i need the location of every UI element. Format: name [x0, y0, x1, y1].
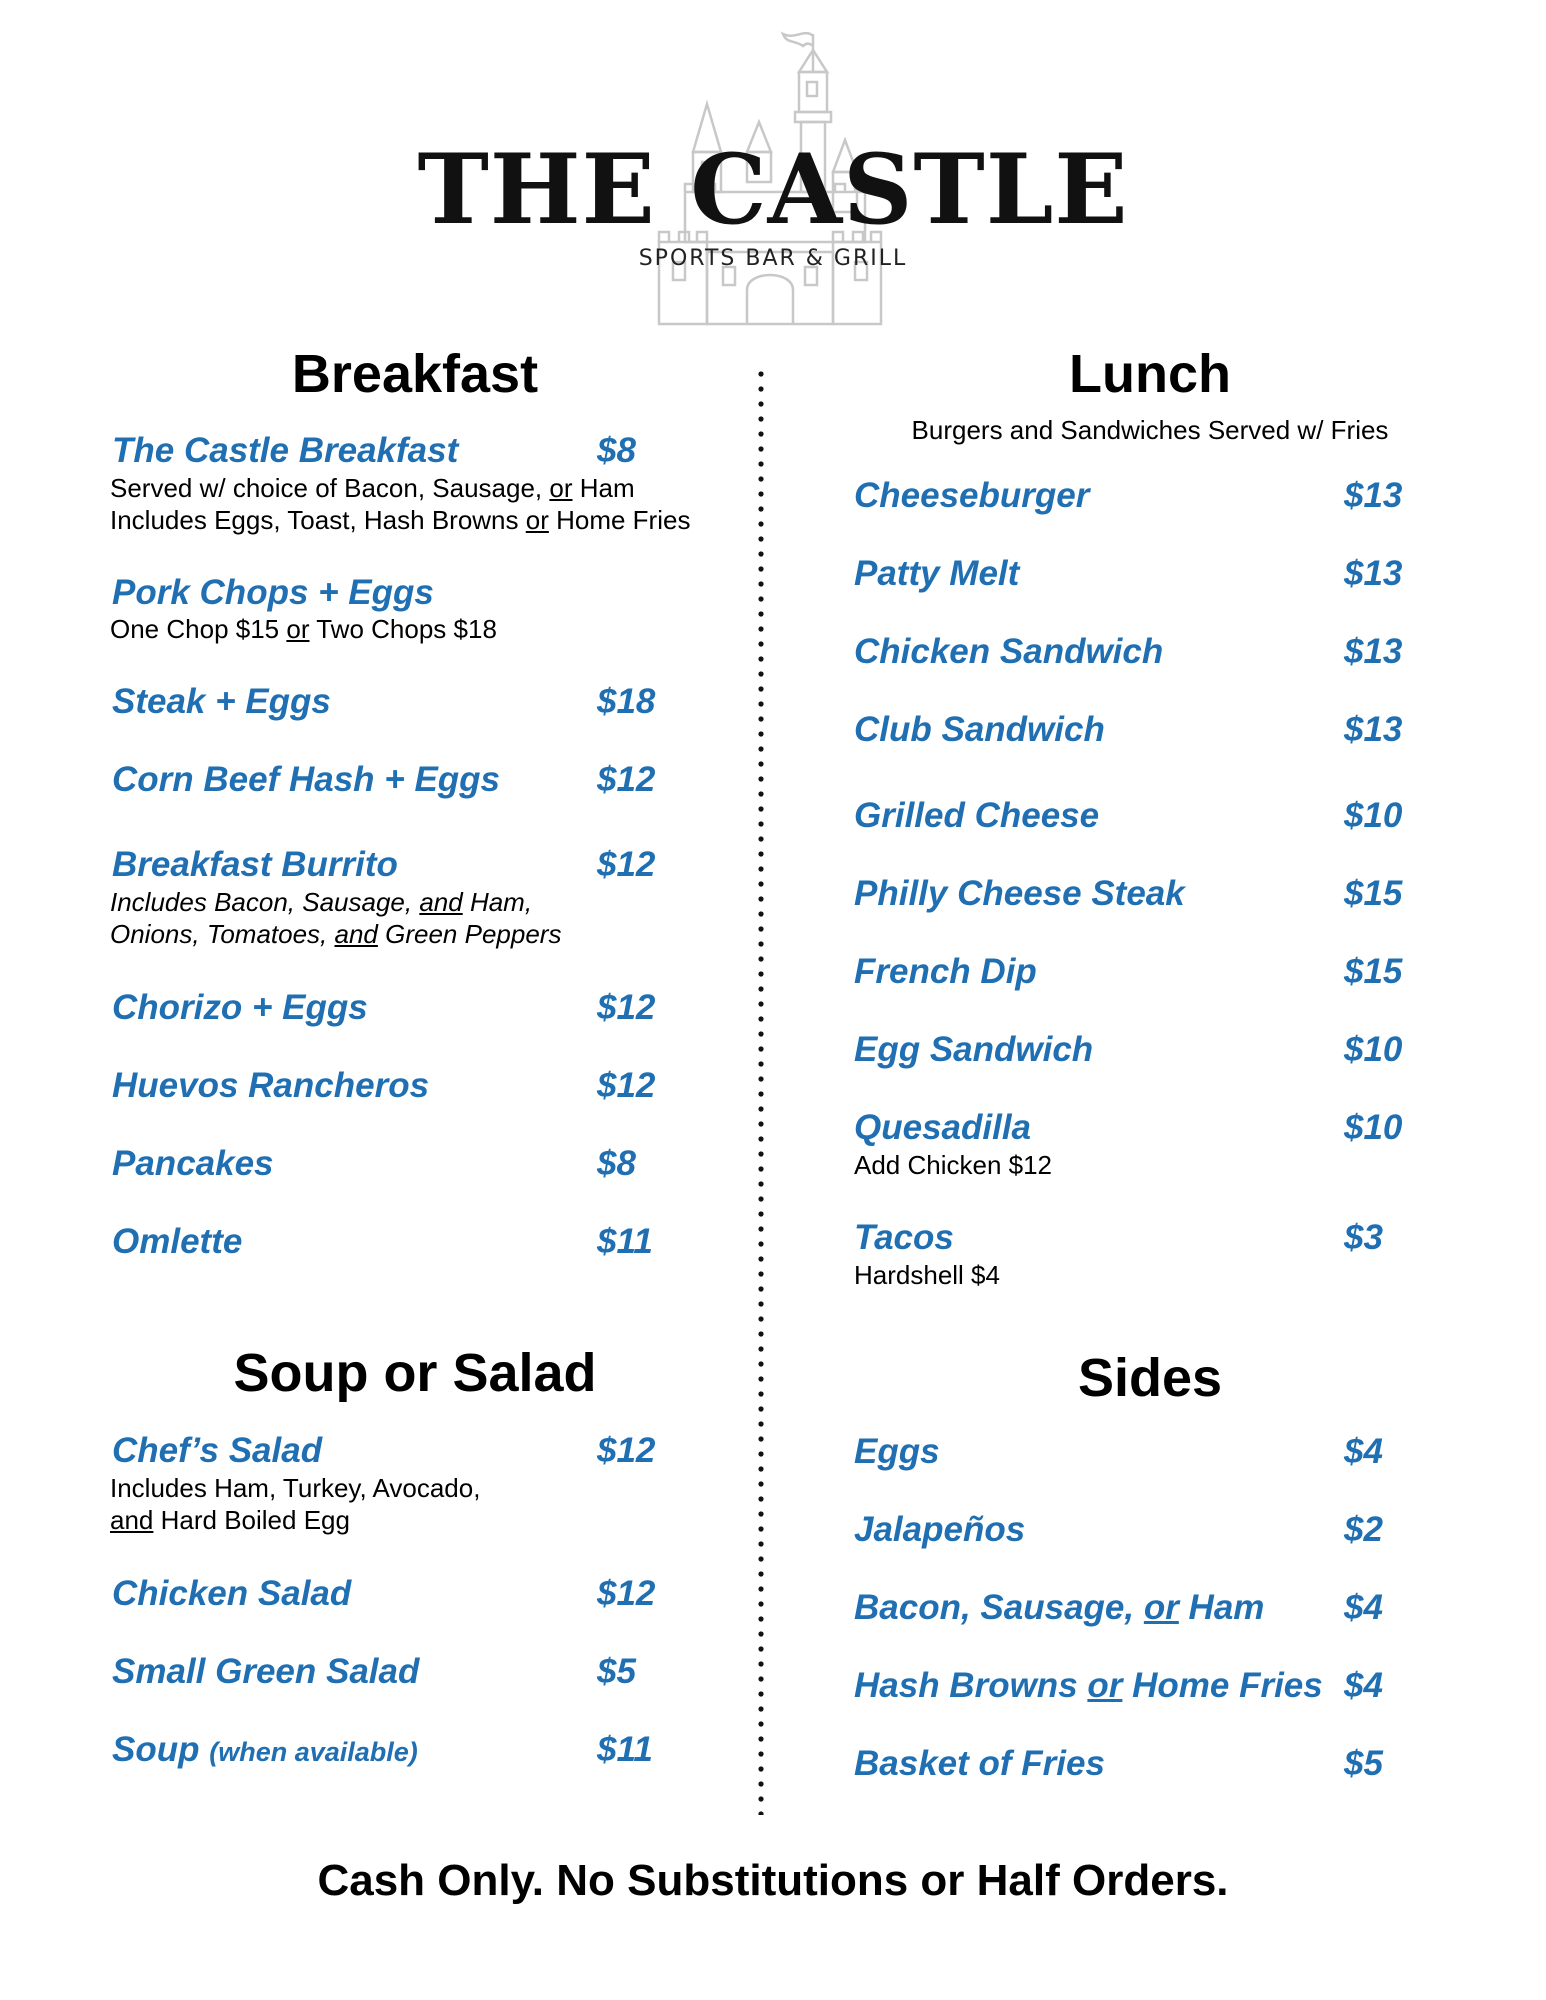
menu-item-price: $10 [1344, 1030, 1403, 1069]
divider-dot [758, 1016, 763, 1021]
divider-dot [758, 1436, 763, 1441]
menu-item-name: Chef’s Salad [112, 1431, 323, 1470]
divider-dot [758, 851, 763, 856]
divider-dot [758, 536, 763, 541]
menu-item-name: Basket of Fries [854, 1744, 1105, 1783]
menu-item-price: $8 [597, 1144, 636, 1183]
menu-item-name: Steak + Eggs [112, 682, 331, 721]
divider-dot [758, 656, 763, 661]
divider-dot [758, 596, 763, 601]
divider-dot [758, 1511, 763, 1516]
divider-dot [758, 1196, 763, 1201]
menu-item-price: $8 [597, 431, 636, 470]
divider-dot [758, 641, 763, 646]
divider-dot [758, 431, 763, 436]
divider-dot [758, 761, 763, 766]
divider-dot [758, 446, 763, 451]
divider-dot [758, 626, 763, 631]
menu-item-description: Includes Bacon, Sausage, and Ham, [110, 887, 533, 917]
divider-dot [758, 731, 763, 736]
divider-dot [758, 1616, 763, 1621]
divider-dot [758, 1631, 763, 1636]
menu-item-price: $11 [597, 1222, 653, 1261]
menu-item-name: Pancakes [112, 1144, 274, 1183]
divider-dot [758, 371, 763, 376]
divider-dot [758, 1736, 763, 1741]
menu-item-description: Served w/ choice of Bacon, Sausage, or Ham [110, 473, 635, 503]
divider-dot [758, 611, 763, 616]
divider-dot [758, 566, 763, 571]
divider-dot [758, 701, 763, 706]
divider-dot [758, 1781, 763, 1786]
menu-item-price: $18 [597, 682, 656, 721]
divider-dot [758, 1586, 763, 1591]
menu-item-name: Corn Beef Hash + Eggs [112, 760, 501, 799]
divider-dot [758, 1226, 763, 1231]
divider-dot [758, 1241, 763, 1246]
divider-dot [758, 1541, 763, 1546]
divider-dot [758, 491, 763, 496]
menu-item-name: Tacos [854, 1218, 954, 1257]
divider-dot [758, 461, 763, 466]
soup-salad-title: Soup or Salad [233, 1343, 597, 1403]
menu-item-name: French Dip [854, 952, 1037, 991]
divider-dot [758, 806, 763, 811]
menu-header [0, 0, 1546, 340]
divider-dot [758, 521, 763, 526]
divider-dot [758, 926, 763, 931]
divider-dot [758, 1421, 763, 1426]
divider-dot [758, 1031, 763, 1036]
divider-dot [758, 1751, 763, 1756]
divider-dot [758, 986, 763, 991]
menu-item-name: Cheeseburger [854, 476, 1090, 515]
menu-item-name: The Castle Breakfast [112, 431, 459, 470]
divider-dot [758, 1151, 763, 1156]
menu-item-name: Chorizo + Eggs [112, 988, 368, 1027]
menu-item-description: One Chop $15 or Two Chops $18 [110, 614, 497, 644]
menu-item-price: $12 [597, 1431, 656, 1470]
divider-dot [758, 686, 763, 691]
menu-item-price: $12 [597, 988, 656, 1027]
menu-item-price: $13 [1344, 554, 1403, 593]
menu-item-name: Pork Chops + Eggs [112, 573, 434, 612]
divider-dot [758, 1376, 763, 1381]
divider-dot [758, 911, 763, 916]
menu-item-name: Omlette [112, 1222, 243, 1261]
divider-dot [758, 821, 763, 826]
menu-item-price: $4 [1344, 1666, 1383, 1705]
divider-dot [758, 1301, 763, 1306]
divider-dot [758, 1766, 763, 1771]
divider-dot [758, 1361, 763, 1366]
menu-item-name: Egg Sandwich [854, 1030, 1094, 1069]
menu-item-price: $4 [1344, 1588, 1383, 1627]
menu-item-price: $13 [1344, 632, 1403, 671]
divider-dot [758, 476, 763, 481]
menu-item-price: $3 [1344, 1218, 1383, 1257]
menu-item-name: Club Sandwich [854, 710, 1105, 749]
divider-dot [758, 1256, 763, 1261]
menu-item-name: Patty Melt [854, 554, 1020, 593]
menu-item-name: Eggs [854, 1432, 940, 1471]
divider-dot [758, 1391, 763, 1396]
divider-dot [758, 1721, 763, 1726]
divider-dot [758, 1496, 763, 1501]
divider-dot [758, 836, 763, 841]
divider-dot [758, 1406, 763, 1411]
menu-item-price: $12 [597, 845, 656, 884]
menu-item-name: Chicken Salad [112, 1574, 352, 1613]
menu-item-price: $12 [597, 1066, 656, 1105]
divider-dot [758, 1571, 763, 1576]
divider-dot [758, 1556, 763, 1561]
divider-dot [758, 1001, 763, 1006]
sides-title: Sides [1077, 1348, 1223, 1408]
menu-item-name: Bacon, Sausage, or Ham [854, 1588, 1265, 1627]
lunch-title: Lunch [1069, 344, 1231, 404]
divider-dot [758, 1076, 763, 1081]
menu-item-name: Huevos Rancheros [112, 1066, 430, 1105]
breakfast-title: Breakfast [291, 344, 539, 404]
divider-dot [758, 1121, 763, 1126]
divider-dot [758, 776, 763, 781]
menu-item-price: $12 [597, 1574, 656, 1613]
menu-item-price: $15 [1344, 952, 1403, 991]
divider-dot [758, 1331, 763, 1336]
divider-dot [758, 671, 763, 676]
divider-dot [758, 1811, 763, 1815]
divider-dot [758, 1181, 763, 1186]
menu-item-description: Includes Ham, Turkey, Avocado, [110, 1473, 481, 1503]
divider-dot [758, 1706, 763, 1711]
divider-dot [758, 1271, 763, 1276]
divider-dot [758, 1691, 763, 1696]
divider-dot [758, 551, 763, 556]
lunch-subtitle: Burgers and Sandwiches Served w/ Fries [911, 415, 1389, 445]
divider-dot [758, 1166, 763, 1171]
divider-dot [758, 506, 763, 511]
divider-dot [758, 1601, 763, 1606]
menu-item-description: Hardshell $4 [854, 1260, 1000, 1290]
divider-dot [758, 386, 763, 391]
divider-dot [758, 581, 763, 586]
divider-dot [758, 401, 763, 406]
menu-item-price: $13 [1344, 710, 1403, 749]
menu-item-name: Grilled Cheese [854, 796, 1100, 835]
menu-item-price: $13 [1344, 476, 1403, 515]
menu-item-description: Add Chicken $12 [854, 1150, 1053, 1180]
divider-dot [758, 416, 763, 421]
divider-dot [758, 1796, 763, 1801]
menu-item-name: Philly Cheese Steak [854, 874, 1185, 913]
divider-dot [758, 1526, 763, 1531]
menu-item-price: $10 [1344, 1108, 1403, 1147]
divider-dot [758, 1316, 763, 1321]
divider-dot [758, 1661, 763, 1666]
menu-item-price: $11 [597, 1730, 653, 1769]
column-divider [758, 370, 764, 1815]
menu-item-name: Chicken Sandwich [854, 632, 1164, 671]
menu-item-name: Hash Browns or Home Fries [854, 1666, 1323, 1705]
divider-dot [758, 791, 763, 796]
divider-dot [758, 1286, 763, 1291]
divider-dot [758, 1046, 763, 1051]
divider-dot [758, 896, 763, 901]
menu-item-name: Breakfast Burrito [112, 845, 398, 884]
divider-dot [758, 941, 763, 946]
divider-dot [758, 1211, 763, 1216]
menu-item-name: Soup (when available) [112, 1730, 418, 1769]
menu-item-price: $10 [1344, 796, 1403, 835]
menu-item-name: Jalapeños [854, 1510, 1026, 1549]
menu-item-price: $15 [1344, 874, 1403, 913]
menu-item-name: Small Green Salad [112, 1652, 420, 1691]
menu-item-note: (when available) [209, 1737, 418, 1767]
divider-dot [758, 1466, 763, 1471]
divider-dot [758, 716, 763, 721]
menu-item-price: $12 [597, 760, 656, 799]
footer-notice: Cash Only. No Substitutions or Half Orders. [317, 1856, 1229, 1905]
divider-dot [758, 881, 763, 886]
menu-item-price: $5 [1344, 1744, 1383, 1783]
divider-dot [758, 1676, 763, 1681]
divider-dot [758, 1646, 763, 1651]
menu-item-price: $4 [1344, 1432, 1383, 1471]
divider-dot [758, 1106, 763, 1111]
divider-dot [758, 1451, 763, 1456]
divider-dot [758, 1481, 763, 1486]
menu-item-price: $5 [597, 1652, 636, 1691]
divider-dot [758, 1346, 763, 1351]
divider-dot [758, 1091, 763, 1096]
divider-dot [758, 746, 763, 751]
divider-dot [758, 971, 763, 976]
menu-item-price: $2 [1344, 1510, 1383, 1549]
divider-dot [758, 1061, 763, 1066]
menu-item-name: Quesadilla [854, 1108, 1032, 1147]
divider-dot [758, 1136, 763, 1141]
menu-item-description: Includes Eggs, Toast, Hash Browns or Home Fries [110, 505, 691, 535]
divider-dot [758, 866, 763, 871]
menu-item-description: Onions, Tomatoes, and Green Peppers [110, 919, 562, 949]
brand-subtitle: SPORTS BAR & GRILL [638, 246, 908, 271]
divider-dot [758, 956, 763, 961]
brand-title: THE CASTLE [417, 133, 1129, 246]
menu-item-description: and Hard Boiled Egg [110, 1505, 350, 1535]
